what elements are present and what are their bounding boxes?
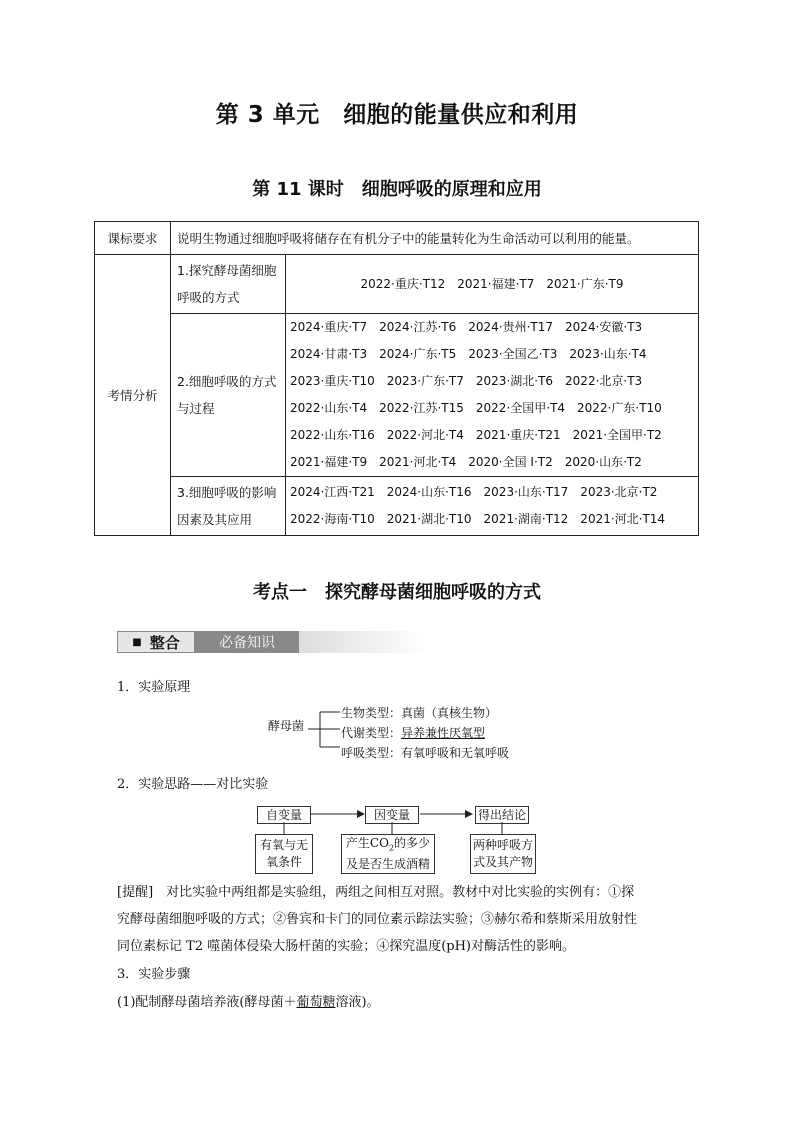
section-tag — [117, 631, 429, 653]
table-row — [95, 255, 699, 314]
yeast-branch-metabolism: 代谢类型：异养兼性厌氧型 — [341, 726, 486, 740]
step-1: (1)配制酵母菌培养液(酵母菌＋葡萄糖溶液)。 — [117, 995, 380, 1010]
square-icon: ■ — [132, 636, 142, 648]
item-steps: 3．实验步骤 — [117, 967, 191, 982]
requirements-table — [94, 221, 699, 536]
table-row — [95, 477, 699, 536]
analysis-label: 考情分析 — [95, 255, 171, 536]
lesson-title: 第 11 课时 细胞呼吸的原理和应用 — [252, 179, 542, 200]
tag-main-label: 整合 — [149, 633, 180, 652]
tag-sub-label: 必备知识 — [195, 631, 299, 653]
section-title: 考点一 探究酵母菌细胞呼吸的方式 — [253, 582, 541, 603]
table-row — [95, 314, 699, 477]
item-design: 2．实验思路——对比实验 — [117, 777, 269, 792]
tag-fade — [299, 631, 429, 653]
item-principle: 1．实验原理 — [117, 680, 191, 695]
tip-label: [提醒] — [117, 885, 154, 900]
flow-box-conclusion: 得出结论 — [475, 806, 529, 824]
yeast-root: 酵母菌 — [268, 719, 305, 733]
citation-line: 2024·甘肃·T3 2024·广东·T5 2023·全国乙·T3 2023·山东·T4 — [290, 347, 647, 361]
citation-line: 2024·江西·T21 2024·山东·T16 2023·山东·T17 2023·北京·T2 — [290, 485, 658, 499]
topic-cell: 1.探究酵母菌细胞呼吸的方式 — [171, 255, 286, 314]
req-text: 说明生物通过细胞呼吸将储存在有机分子中的能量转化为生命活动可以利用的能量。 — [171, 222, 699, 255]
brace-lines — [306, 708, 346, 750]
citation-line: 2023·重庆·T10 2023·广东·T7 2023·湖北·T6 2022·北京·T3 — [290, 374, 643, 388]
citation-line: 2022·山东·T16 2022·河北·T4 2021·重庆·T21 2021·全国甲·T2 — [290, 428, 662, 442]
topic-cell: 3.细胞呼吸的影响因素及其应用 — [171, 477, 286, 536]
unit-title: 第 3 单元 细胞的能量供应和利用 — [215, 102, 579, 128]
citation-line: 2022·山东·T4 2022·江苏·T15 2022·全国甲·T4 2022·广东·T10 — [290, 401, 662, 415]
flow-box-condition: 有氧与无 氧条件 — [255, 834, 313, 874]
flow-box-independent: 自变量 — [257, 806, 311, 824]
citation-list — [286, 314, 699, 477]
citation-line: 2022·重庆·T12 2021·福建·T7 2021·广东·T9 — [360, 276, 624, 291]
citation-line: 2021·福建·T9 2021·河北·T4 2020·全国 Ⅰ·T2 2020·山东·T2 — [290, 455, 642, 469]
yeast-branch-type: 生物类型：真菌（真核生物） — [341, 706, 498, 720]
citation-line: 2024·重庆·T7 2024·江苏·T6 2024·贵州·T17 2024·安徽·T3 — [290, 320, 643, 334]
flow-box-measure: 产生$CO_2$的多少 及是否生成酒精 — [341, 834, 435, 874]
glucose-underlined: 葡萄糖 — [296, 995, 336, 1010]
flow-box-dependent: 因变量 — [365, 806, 419, 824]
flow-box-result: 两种呼吸方 式及其产物 — [470, 834, 536, 874]
citation-list — [286, 477, 699, 536]
yeast-branch-respiration: 呼吸类型：有氧呼吸和无氧呼吸 — [341, 746, 510, 760]
tip-paragraph: [提醒] 对比实验中两组都是实验组，两组之间相互对照。教材中对比实验的实例有：①探 究酵母菌细胞呼吸的方式；②鲁宾和卡门的同位素示踪法实验；③赫尔希和蔡斯采用放射性 同位素标记 T2 噬菌体侵染大肠杆菌的实验；④探究温度(pH)对酶活性的影响。 — [117, 885, 638, 954]
tag-main — [117, 631, 195, 653]
citation-list — [286, 255, 699, 314]
citation-line: 2022·海南·T10 2021·湖北·T10 2021·湖南·T12 2021·河北·T14 — [290, 512, 666, 526]
topic-cell: 2.细胞呼吸的方式与过程 — [171, 314, 286, 477]
metabolism-value: 异养兼性厌氧型 — [401, 726, 486, 740]
req-label: 课标要求 — [95, 222, 171, 255]
table-row — [95, 222, 699, 255]
